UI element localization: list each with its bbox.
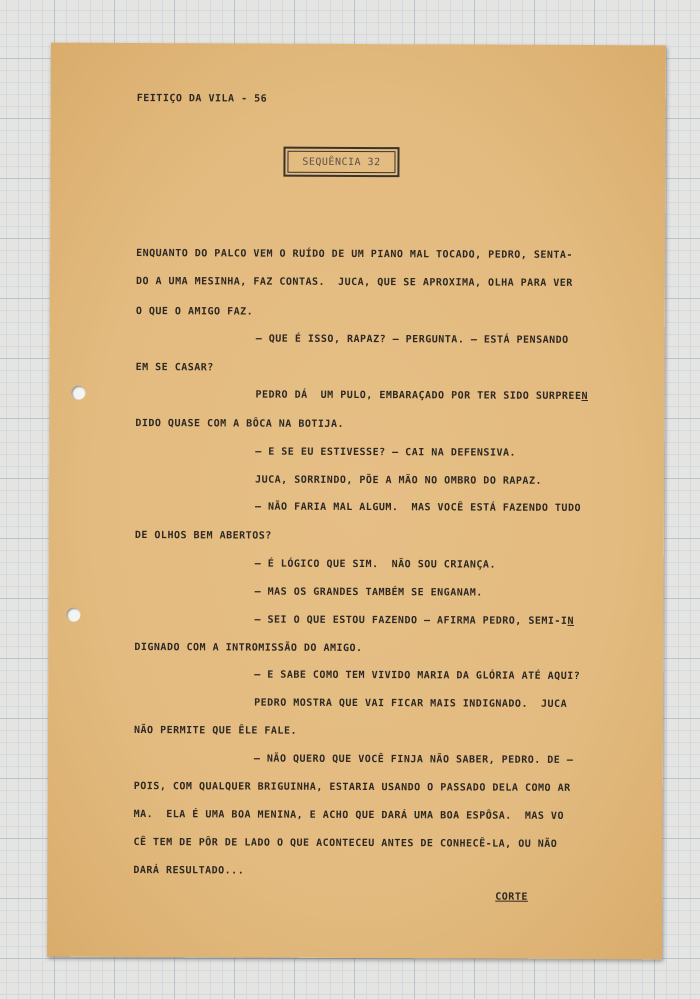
- body-line: DO A UMA MESINHA, FAZ CONTAS. JUCA, QUE SE APROXIMA, OLHA PARA VER: [135, 276, 573, 289]
- page-header: FEITIÇO DA VILA - 56: [136, 93, 268, 105]
- body-line: PEDRO MOSTRA QUE VAI FICAR MAIS INDIGNADO. JUCA: [254, 697, 568, 710]
- body-line: DARÁ RESULTADO...: [133, 865, 245, 877]
- body-line: JUCA, SORRINDO, PÕE A MÃO NO OMBRO DO RAPAZ.: [255, 474, 543, 487]
- body-line: EM SE CASAR?: [135, 362, 214, 374]
- closing-corte: CORTE: [495, 891, 528, 903]
- body-line: DIGNADO COM A INTROMISSÃO DO AMIGO.: [134, 642, 363, 655]
- sequence-label: SEQUÊNCIA 32: [302, 156, 381, 168]
- punch-hole-top: [71, 386, 85, 400]
- body-line: — SEI O QUE ESTOU FAZENDO — AFIRMA PEDRO, SEMI-IN: [254, 614, 575, 627]
- body-line: POIS, COM QUALQUER BRIGUINHA, ESTARIA USANDO O PASSADO DELA COMO AR: [133, 781, 571, 794]
- body-line: CÊ TEM DE PÔR DE LADO O QUE ACONTECEU ANTES DE CONHECÊ-LA, OU NÃO: [133, 837, 558, 850]
- body-line: NÃO PERMITE QUE ÊLE FALE.: [133, 725, 298, 737]
- body-line: — É LÓGICO QUE SIM. NÃO SOU CRIANÇA.: [254, 558, 497, 571]
- body-line: MA. ELA É UMA BOA MENINA, E ACHO QUE DARÁ UMA BOA ESPÔSA. MAS VO: [133, 809, 565, 822]
- body-line: — E SABE COMO TEM VIVIDO MARIA DA GLÓRIA ATÉ AQUI?: [254, 669, 581, 682]
- body-line: DE OLHOS BEM ABERTOS?: [134, 530, 272, 542]
- body-line: — NÃO FARIA MAL ALGUM. MAS VOCÊ ESTÁ FAZENDO TUDO: [254, 501, 582, 514]
- body-line: PEDRO DÁ UM PULO, EMBARAÇADO POR TER SIDO SURPREEN: [255, 389, 589, 403]
- body-line: — QUE É ISSO, RAPAZ? — PERGUNTA. — ESTÁ PENSANDO: [255, 333, 569, 346]
- body-line: — MAS OS GRANDES TAMBÉM SE ENGANAM.: [254, 586, 483, 599]
- typewritten-page: [47, 43, 666, 960]
- body-line: — E SE EU ESTIVESSE? — CAI NA DEFENSIVA.: [255, 446, 517, 459]
- body-line: DIDO QUASE COM A BÔCA NA BOTIJA.: [135, 418, 345, 430]
- punch-hole-bottom: [66, 608, 80, 622]
- sequence-box: [283, 147, 399, 178]
- body-line: — NÃO QUERO QUE VOCÊ FINJA NÃO SABER, PEDRO. DE —: [253, 753, 574, 766]
- body-line: O QUE O AMIGO FAZ.: [135, 306, 254, 318]
- body-line: ENQUANTO DO PALCO VEM O RUÍDO DE UM PIANO MAL TOCADO, PEDRO, SENTA-: [136, 248, 573, 261]
